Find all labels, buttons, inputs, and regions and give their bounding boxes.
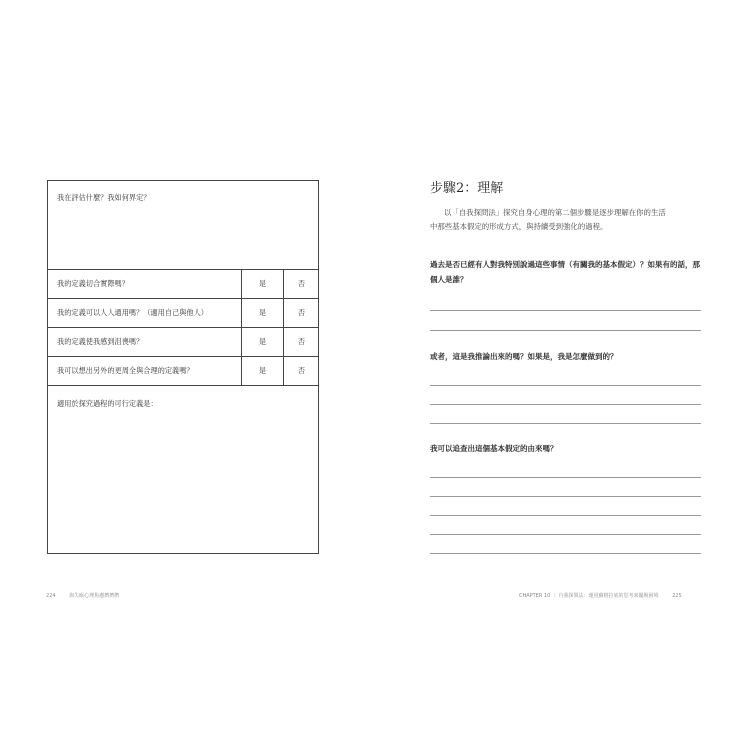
evaluation-question: 我在評估什麼？我如何界定？: [57, 193, 151, 202]
answer-line[interactable]: [430, 310, 701, 311]
definition-label: 適用於探究過程的可行定義是：: [57, 399, 158, 408]
question-3: 我可以追查出這個基本假定的由來嗎？: [430, 444, 558, 453]
table-row: [48, 269, 318, 298]
intro-line: 中那些基本假定的形成方式，與持續受到強化的過程。: [430, 222, 608, 231]
definition-section[interactable]: [48, 385, 318, 553]
no-checkbox[interactable]: 否: [283, 357, 319, 385]
answer-line[interactable]: [430, 515, 701, 516]
left-footer: [46, 592, 119, 599]
book-title: 與失眠心理焦慮擠擠擠: [69, 593, 120, 599]
yes-checkbox[interactable]: 是: [241, 357, 283, 385]
question-text: 我的定義使我感到沮喪嗎？: [57, 337, 144, 346]
no-checkbox[interactable]: 否: [283, 270, 319, 298]
worksheet-table: [47, 180, 319, 554]
answer-line[interactable]: [430, 423, 701, 424]
question-text: 我的定義可以人人通用嗎？（適用自己與他人）: [57, 308, 208, 317]
table-row: [48, 356, 318, 385]
no-checkbox[interactable]: 否: [283, 299, 319, 327]
answer-line[interactable]: [430, 404, 701, 405]
no-checkbox[interactable]: 否: [283, 328, 319, 356]
answer-line[interactable]: [430, 330, 701, 331]
page-number: 225: [672, 593, 682, 599]
right-footer: [519, 592, 682, 599]
question-1: 過去是否已經有人對我特別說過這些事情（有關我的基本假定）？如果有的話，那個人是誰？: [430, 260, 700, 284]
yes-checkbox[interactable]: 是: [241, 328, 283, 356]
question-text: 我的定義切合實際嗎？: [57, 279, 129, 288]
question-text: 我可以想出另外的更周全與合理的定義嗎？: [57, 366, 194, 375]
answer-line[interactable]: [430, 496, 701, 497]
answer-line[interactable]: [430, 477, 701, 478]
intro-line: 以「自我探問法」探究自身心理的第二個步驟是逐步理解在你的生活: [444, 208, 666, 217]
question-2: 或者，這是我推論出來的嗎？如果是，我是怎麼做到的？: [430, 352, 618, 361]
table-row: [48, 327, 318, 356]
intro-paragraph: [430, 206, 702, 234]
answer-line[interactable]: [430, 385, 701, 386]
step-heading: 步驟2：理解: [430, 181, 504, 196]
chapter-title: CHAPTER 10 ｜ 自我探問法：運用蘇格拉底的思考來擺脫困境: [519, 593, 659, 599]
yes-checkbox[interactable]: 是: [241, 270, 283, 298]
answer-line[interactable]: [430, 534, 701, 535]
page-number: 224: [46, 593, 56, 599]
yes-checkbox[interactable]: 是: [241, 299, 283, 327]
answer-line[interactable]: [430, 553, 701, 554]
evaluation-section: [48, 181, 318, 269]
table-row: [48, 298, 318, 327]
